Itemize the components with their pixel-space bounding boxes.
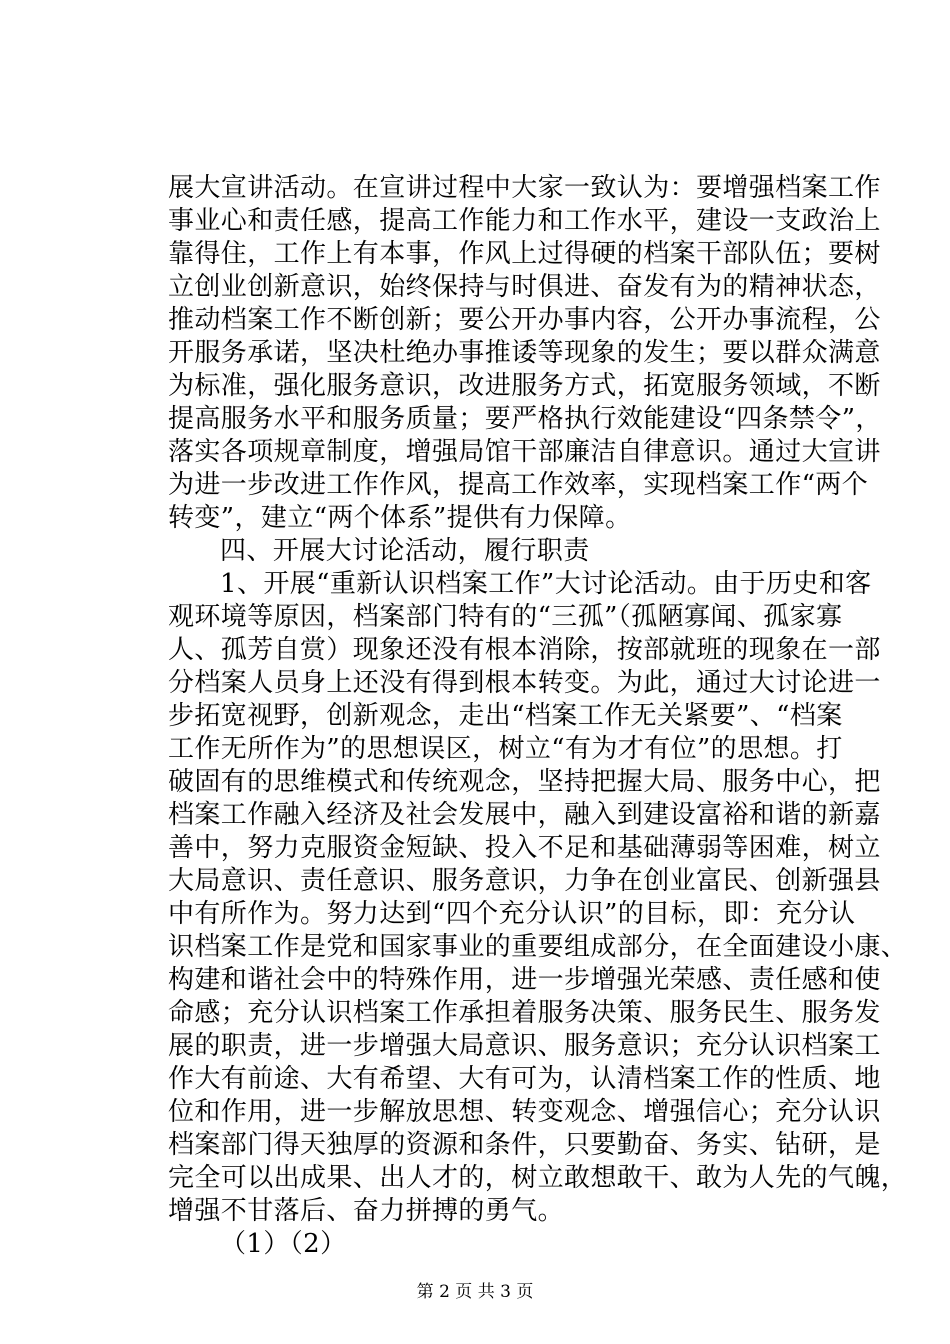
paragraph bbox=[168, 172, 882, 535]
text-line: （1）（2） bbox=[220, 1229, 347, 1259]
text-line: 立创业创新意识，始终保持与时俱进、奋发有为的精神状态， bbox=[168, 272, 881, 302]
text-line: 构建和谐社会中的特殊作用，进一步增强光荣感、责任感和使 bbox=[168, 965, 881, 995]
text-line: 增强不甘落后、奋力拼搏的勇气。 bbox=[168, 1196, 565, 1226]
text-line: 命感；充分认识档案工作承担着服务决策、服务民生、服务发 bbox=[168, 998, 881, 1028]
text-line: 完全可以出成果、出人才的，树立敢想敢干、敢为人先的气魄， bbox=[168, 1163, 908, 1193]
text-line: 档案部门得天独厚的资源和条件，只要勤奋、务实、钻研，是 bbox=[168, 1130, 881, 1160]
text-line: 展的职责，进一步增强大局意识、服务意识；充分认识档案工 bbox=[168, 1031, 881, 1061]
text-line: 位和作用，进一步解放思想、转变观念、增强信心；充分认识 bbox=[168, 1097, 881, 1127]
text-line: 转变”，建立“两个体系”提供有力保障。 bbox=[168, 503, 632, 533]
text-line: 步拓宽视野，创新观念，走出“档案工作无关紧要”、“档案 bbox=[168, 701, 843, 731]
text-line: 开服务承诺，坚决杜绝办事推诿等现象的发生；要以群众满意 bbox=[168, 338, 881, 368]
text-line: 事业心和责任感，提高工作能力和工作水平，建设一支政治上 bbox=[168, 206, 881, 236]
text-line: 大局意识、责任意识、服务意识，力争在创业富民、创新强县 bbox=[168, 866, 881, 896]
text-line: 提高服务水平和服务质量；要严格执行效能建设“四条禁令”， bbox=[168, 404, 882, 434]
text-line: 1、开展“重新认识档案工作”大讨论活动。由于历史和客 bbox=[220, 569, 872, 599]
paragraph bbox=[168, 568, 908, 1228]
document-body bbox=[168, 172, 908, 1261]
text-line: 中有所作为。努力达到“四个充分认识”的目标，即：充分认 bbox=[168, 899, 856, 929]
page-footer: 第 2 页 共 3 页 bbox=[416, 1282, 534, 1302]
text-line: 推动档案工作不断创新；要公开办事内容，公开办事流程，公 bbox=[168, 305, 881, 335]
text-line: 档案工作融入经济及社会发展中，融入到建设富裕和谐的新嘉 bbox=[168, 800, 881, 830]
paragraph bbox=[168, 535, 858, 568]
text-line: 为标准，强化服务意识，改进服务方式，拓宽服务领域，不断 bbox=[168, 371, 881, 401]
text-line: 善中，努力克服资金短缺、投入不足和基础薄弱等困难，树立 bbox=[168, 833, 881, 863]
text-line: 分档案人员身上还没有得到根本转变。为此，通过大讨论进一 bbox=[168, 668, 881, 698]
text-line: 识档案工作是党和国家事业的重要组成部分，在全面建设小康、 bbox=[168, 932, 908, 962]
text-line: 观环境等原因，档案部门特有的“三孤”（孤陋寡闻、孤家寡 bbox=[168, 602, 843, 632]
paragraph bbox=[168, 1228, 858, 1261]
text-line: 破固有的思维模式和传统观念，坚持把握大局、服务中心，把 bbox=[168, 767, 881, 797]
text-line: 靠得住，工作上有本事，作风上过得硬的档案干部队伍；要树 bbox=[168, 239, 881, 269]
text-line: 工作无所作为”的思想误区，树立“有为才有位”的思想。打 bbox=[168, 734, 843, 764]
text-line: 四、开展大讨论活动，履行职责 bbox=[220, 536, 590, 566]
text-line: 人、孤芳自赏）现象还没有根本消除，按部就班的现象在一部 bbox=[168, 635, 881, 665]
text-line: 作大有前途、大有希望、大有可为，认清档案工作的性质、地 bbox=[168, 1064, 881, 1094]
text-line: 为进一步改进工作作风，提高工作效率，实现档案工作“两个 bbox=[168, 470, 869, 500]
text-line: 展大宣讲活动。在宣讲过程中大家一致认为：要增强档案工作 bbox=[168, 173, 881, 203]
text-line: 落实各项规章制度，增强局馆干部廉洁自律意识。通过大宣讲 bbox=[168, 437, 881, 467]
